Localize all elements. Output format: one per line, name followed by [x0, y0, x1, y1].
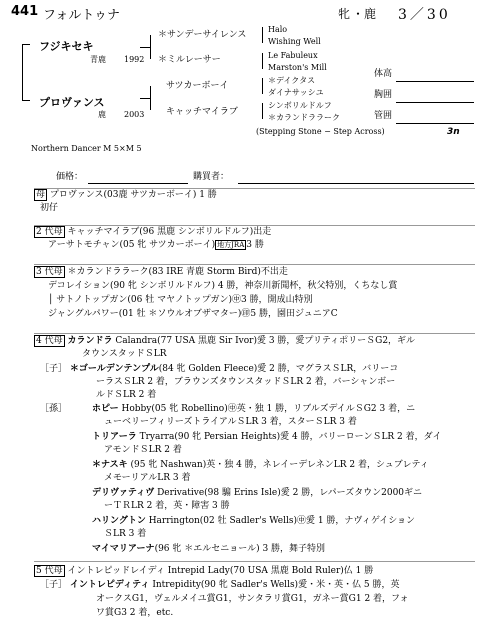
dam-name: プロヴァンス [39, 96, 105, 109]
dsg-2: ダイナサッシユ [268, 88, 324, 97]
g2-line2-text: アーサトモチャン(05 牝 サツカーボーイ) [48, 240, 216, 250]
cannon-field[interactable] [396, 122, 474, 124]
sex-mark: 牝 [338, 7, 351, 21]
sire-color: 青鹿 [90, 55, 106, 64]
dam-color: 鹿 [98, 110, 106, 119]
child-label: ［子］ [40, 580, 68, 590]
g3-line-3: ジャングルパワー(01 牡 ＊ソウルオブザマター)㊞5 勝，園田ジュニアC [48, 309, 338, 319]
dam-note: 初仔 [40, 203, 59, 213]
g4-child [40, 364, 398, 375]
child-text: (84 牝 Golden Fleece)愛 2 勝，マグラスＳLR，バリーコ [158, 364, 399, 374]
child-text3: ルドＳLR 2 着 [96, 390, 157, 400]
sdg-1: Le Fabuleux [268, 51, 318, 60]
grandchild-text: Harrington(02 牡 Sadler's Wells)㊥愛 1 勝，ナヴィゲイション [148, 516, 416, 526]
grandchild-3-text2: メモーリアルLR 3 着 [104, 473, 191, 483]
g5-child [40, 580, 400, 591]
section-text: キャッチマイラブ(96 黒鹿 シンボリルドルフ)出走 [67, 227, 272, 237]
section-label: 5 代母 [36, 566, 63, 576]
divider [140, 47, 150, 48]
g5-child-text3: ワ賞G3 2 着，etc. [96, 608, 174, 618]
cross-text: Northern Dancer M 5×M 5 [31, 144, 142, 153]
grand-label: ［孫］ [40, 404, 68, 414]
divider [262, 53, 263, 69]
g3-line-2: │ サトノトップガン(06 牡 マヤノトップガン)㊥3 勝，開成山特別 [48, 295, 313, 305]
inbreeding-count: 3n [447, 127, 460, 137]
height-field[interactable] [396, 80, 474, 82]
dsg-1: ＊デイクタス [268, 76, 316, 85]
divider [150, 35, 151, 59]
grandchild-text: Derivative(98 騸 Erins Isle)愛 2 勝，レパーズタウン2000ギニ [157, 488, 423, 498]
divider [34, 561, 475, 562]
grandchild-4-text2: ーＴＲLR 2 着，英・障害 3 勝 [104, 501, 230, 511]
sdg-2: Marston's Mill [268, 63, 327, 72]
divider [262, 103, 263, 119]
divider [140, 98, 150, 99]
dam-dam: キャッチマイラブ [166, 107, 238, 117]
grandchild-name: ＊ナスキ [92, 460, 128, 470]
g2-line2-tail: 3 勝 [246, 240, 264, 250]
g4-text: Calandra(77 USA 黒鹿 Sir Ivor)愛 3 勝，愛プリティポリーＳG2，ギル [115, 336, 415, 346]
dam-year: 2003 [124, 110, 145, 119]
dam-sire: サツカーボーイ [166, 81, 229, 91]
child-label: ［子］ [40, 364, 68, 374]
divider [34, 333, 475, 334]
sire-year: 1992 [124, 55, 145, 64]
g2-line2 [48, 240, 264, 251]
section-label: 4 代母 [36, 336, 63, 346]
price-field[interactable] [88, 182, 188, 184]
g3-line-1: デコレイション(90 牝 シンボリルドルフ) 4 勝，神奈川新聞杯，秋父特別，くちなし賞 [48, 281, 398, 291]
child-text2: ーラスＳLR 2 着，ブラウンズタウンスタッドＳLR 2 着，バーシャンボー [96, 377, 396, 387]
chest-label: 胸囲 [374, 90, 393, 100]
grandchild-3 [92, 460, 429, 471]
grandchild-name: マイマリアーナ [92, 544, 155, 554]
grandchild-1-text2: ューベリーフィリーズトライアルＳLR 3 着，スターＳLR 3 着 [104, 417, 357, 427]
grandchild-text: (96 牝 ＊エルセニョール) 3 勝，舞子特別 [154, 544, 326, 554]
divider [34, 264, 475, 265]
buyer-field[interactable] [238, 182, 474, 184]
grandchild-6 [92, 544, 325, 555]
grandchild-5-text2: ＳLR 3 着 [104, 529, 147, 539]
g3-section [34, 267, 288, 278]
grandchild-2-text2: アモンドＳLR 2 着 [104, 445, 182, 455]
section-label: 2 代母 [36, 227, 63, 237]
horse-name: フォルトゥナ [43, 8, 121, 23]
divider [34, 225, 475, 226]
ddg-1: シンボリルドルフ [268, 101, 332, 110]
lot-number: 441 [11, 4, 39, 19]
g4-section [34, 336, 415, 347]
grandchild-5 [92, 516, 415, 527]
height-label: 体高 [374, 69, 393, 79]
g2-section [34, 227, 271, 238]
grandchild-text: (95 牝 Nashwan)英・独 4 勝，ネレイーデレネンLR 2 着，シュブレティ [130, 460, 429, 470]
pedigree-bracket [22, 44, 23, 100]
section-text: プロヴァンス(03鹿 サツカーボーイ) 1 勝 [49, 190, 217, 200]
child-text: Intrepidity(90 牝 Sadler's Wells)愛・米・英・仏 5 勝，英 [152, 580, 400, 590]
grandchild-name: トリアーラ [92, 432, 137, 442]
ddg-note: (Stepping Stone − Step Across) [256, 127, 385, 136]
grandchild-text: Hobby(05 牝 Robellino)㊥英・独 1 勝，リブルズデイルＳG2 3 着，ニ [121, 404, 416, 414]
divider [262, 27, 263, 43]
sire-dam: ＊ミルレーサー [158, 55, 221, 65]
child-name: ＊ゴールデンテンプル [69, 364, 159, 374]
buyer-label: 購買者： [193, 172, 230, 182]
g5-section [34, 566, 373, 577]
horse-color: ・鹿 [352, 7, 377, 21]
divider [22, 44, 30, 45]
grandchild-name: デリヴァティヴ [92, 488, 155, 498]
grandchild-2 [92, 432, 441, 443]
price-label: 価格： [56, 172, 84, 182]
dam-section [34, 190, 217, 201]
birth-date: 3／30 [398, 7, 451, 23]
g4-name: カランドラ [67, 336, 113, 346]
divider [22, 100, 30, 101]
grandchild-text: Tryarra(90 牝 Persian Heights)愛 4 勝，バリーローンＳLR 2 着，ダイ [139, 432, 442, 442]
grandchild-name: ハリングトン [92, 516, 146, 526]
g4-text2: タウンスタッドＳLR [82, 349, 167, 359]
ddg-2: ＊カランドララーク [268, 113, 340, 122]
ssg-1: Halo [268, 25, 288, 34]
ssg-2: Wishing Well [268, 37, 321, 46]
grandchild-1 [92, 404, 415, 415]
g2-badge: 地方JRA [217, 241, 245, 249]
divider [150, 86, 151, 110]
section-text: ＊カランドララーク(83 IRE 青鹿 Storm Bird)不出走 [67, 267, 288, 277]
divider [262, 78, 263, 94]
divider [34, 188, 475, 189]
chest-field[interactable] [396, 101, 474, 103]
section-label: 母 [36, 190, 46, 200]
sire-name: フジキセキ [39, 40, 94, 53]
grandchild-name: ホピー [92, 404, 119, 414]
sire-sire: ＊サンデーサイレンス [158, 30, 247, 40]
g5-child-text2: オークスG1，ヴェルメイユ賞G1，サンタラリ賞G1，ガネー賞G1 2 着，フォ [96, 594, 409, 604]
cannon-label: 管囲 [374, 111, 393, 121]
child-name: イントレピディティ [69, 580, 150, 590]
section-label: 3 代母 [36, 267, 63, 277]
section-text: イントレピッドレイディ Intrepid Lady(70 USA 黒鹿 Bold Ruler)仏 1 勝 [67, 566, 374, 576]
grandchild-4 [92, 488, 422, 499]
